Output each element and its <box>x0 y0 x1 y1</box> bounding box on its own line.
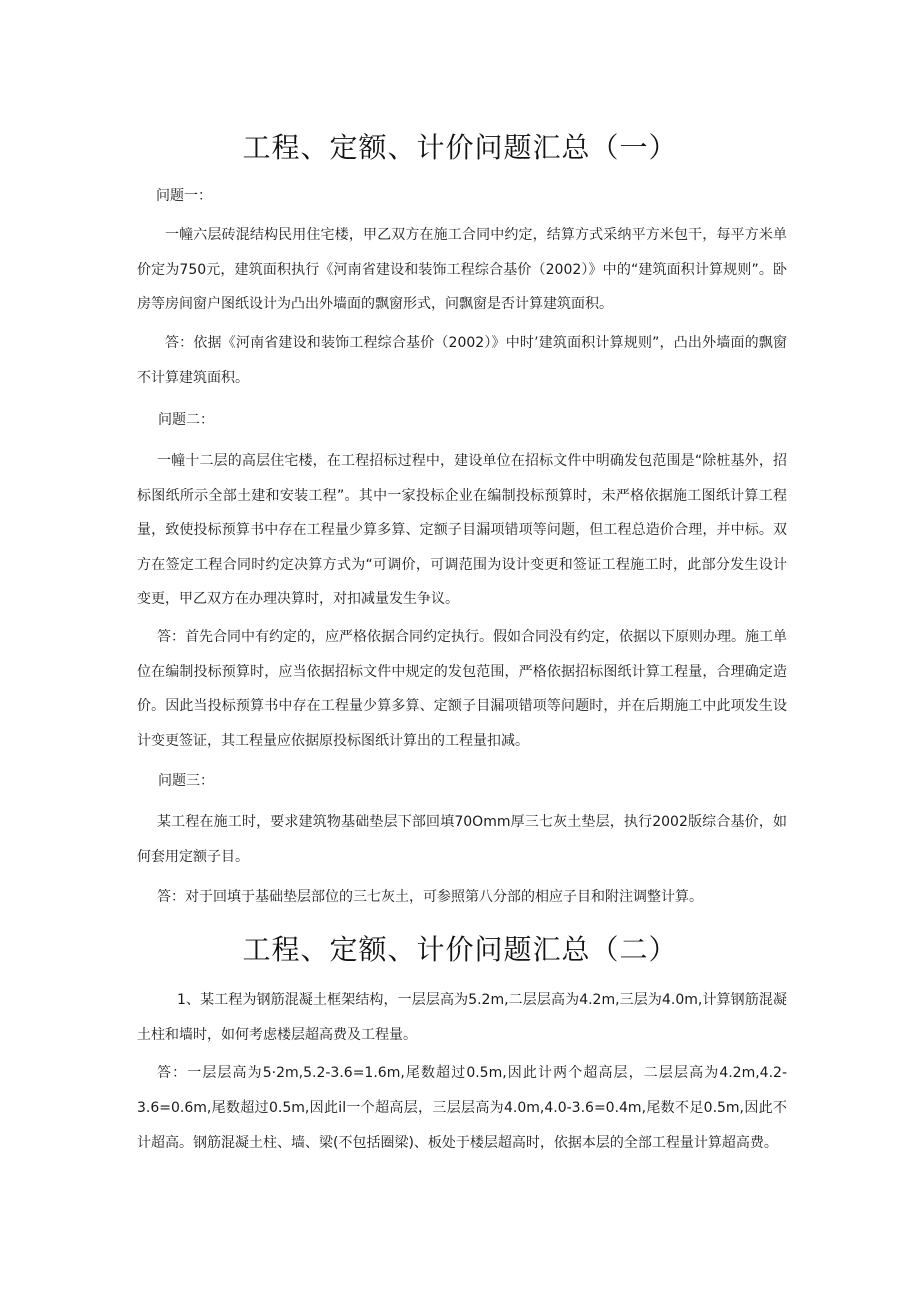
section2-question1-text: 1、某工程为钢筋混凝土框架结构，一层层高为5.2m,二层层高为4.2m,三层为4.0m,计算钢筋混凝土柱和墙时，如何考虑楼层超高费及工程量。 <box>137 992 787 1043</box>
section2-answer1-text: 答：一层层高为5·2m,5.2-3.6=1.6m,尾数超过0.5m,因此计两个超高层，二层层高为4.2m,4.2-3.6=0.6m,尾数超过0.5m,因此il一个超高层，三层层高为4.0m,4.0-3.6=0.4m,尾数不足0.5m,因此不计超高。钢筋混凝土柱、墙、梁(不包括圈梁)、板处于楼层超高时，依据本层的全部工程量计算超高费。 <box>137 1065 787 1151</box>
section2-title: 工程、定额、计价问题汇总（二） <box>242 933 678 966</box>
question2-text: 一幢十二层的高层住宅楼，在工程招标过程中，建设单位在招标文件中明确发包范围是“除桩基外，招标图纸所示全部土建和安装工程”。其中一家投标企业在编制投标预算时，未严格依据施工图纸计算工程量，致使投标预算书中存在工程量少算多算、定额子目漏项错项等问题，但工程总造价合理，并中标。双方在签定工程合同时约定决算方式为“可调价，可调范围为设计变更和签证工程施工时，此部分发生设计变更，甲乙双方在办理决算时，对扣减量发生争议。 <box>137 453 787 607</box>
section1-title: 工程、定额、计价问题汇总（一） <box>242 131 678 164</box>
question3-label: 问题三： <box>158 773 214 789</box>
question3-text: 某工程在施工时，要求建筑物基础垫层下部回填70Omm厚三七灰土垫层，执行2002版综合基价，如何套用定额子目。 <box>137 814 787 865</box>
question1-label: 问题一： <box>156 188 212 204</box>
question1-text: 一幢六层砖混结构民用住宅楼，甲乙双方在施工合同中约定，结算方式采纳平方米包干，每平方米单价定为750元，建筑面积执行《河南省建设和装饰工程综合基价（2002）》中的“建筑面积计算规则”。卧房等房间窗户图纸设计为凸出外墙面的飘窗形式，问飘窗是否计算建筑面积。 <box>137 227 787 312</box>
question2-label: 问题二： <box>158 412 214 428</box>
answer3-text: 答：对于回填于基础垫层部位的三七灰土，可参照第八分部的相应子目和附注调整计算。 <box>157 889 703 905</box>
answer2-text: 答：首先合同中有约定的，应严格依据合同约定执行。假如合同没有约定，依据以下原则办理。施工单位在编制投标预算时，应当依据招标文件中规定的发包范围，严格依据招标图纸计算工程量，合理确定造价。因此当投标预算书中存在工程量少算多算、定额子目漏项错项等问题时，并在后期施工中此项发生设计变更签证，其工程量应依据原投标图纸计算出的工程量扣减。 <box>137 629 787 749</box>
answer1-text: 答：依据《河南省建设和装饰工程综合基价（2002）》中时’建筑面积计算规则”，凸出外墙面的飘窗不计算建筑面积。 <box>137 335 787 386</box>
